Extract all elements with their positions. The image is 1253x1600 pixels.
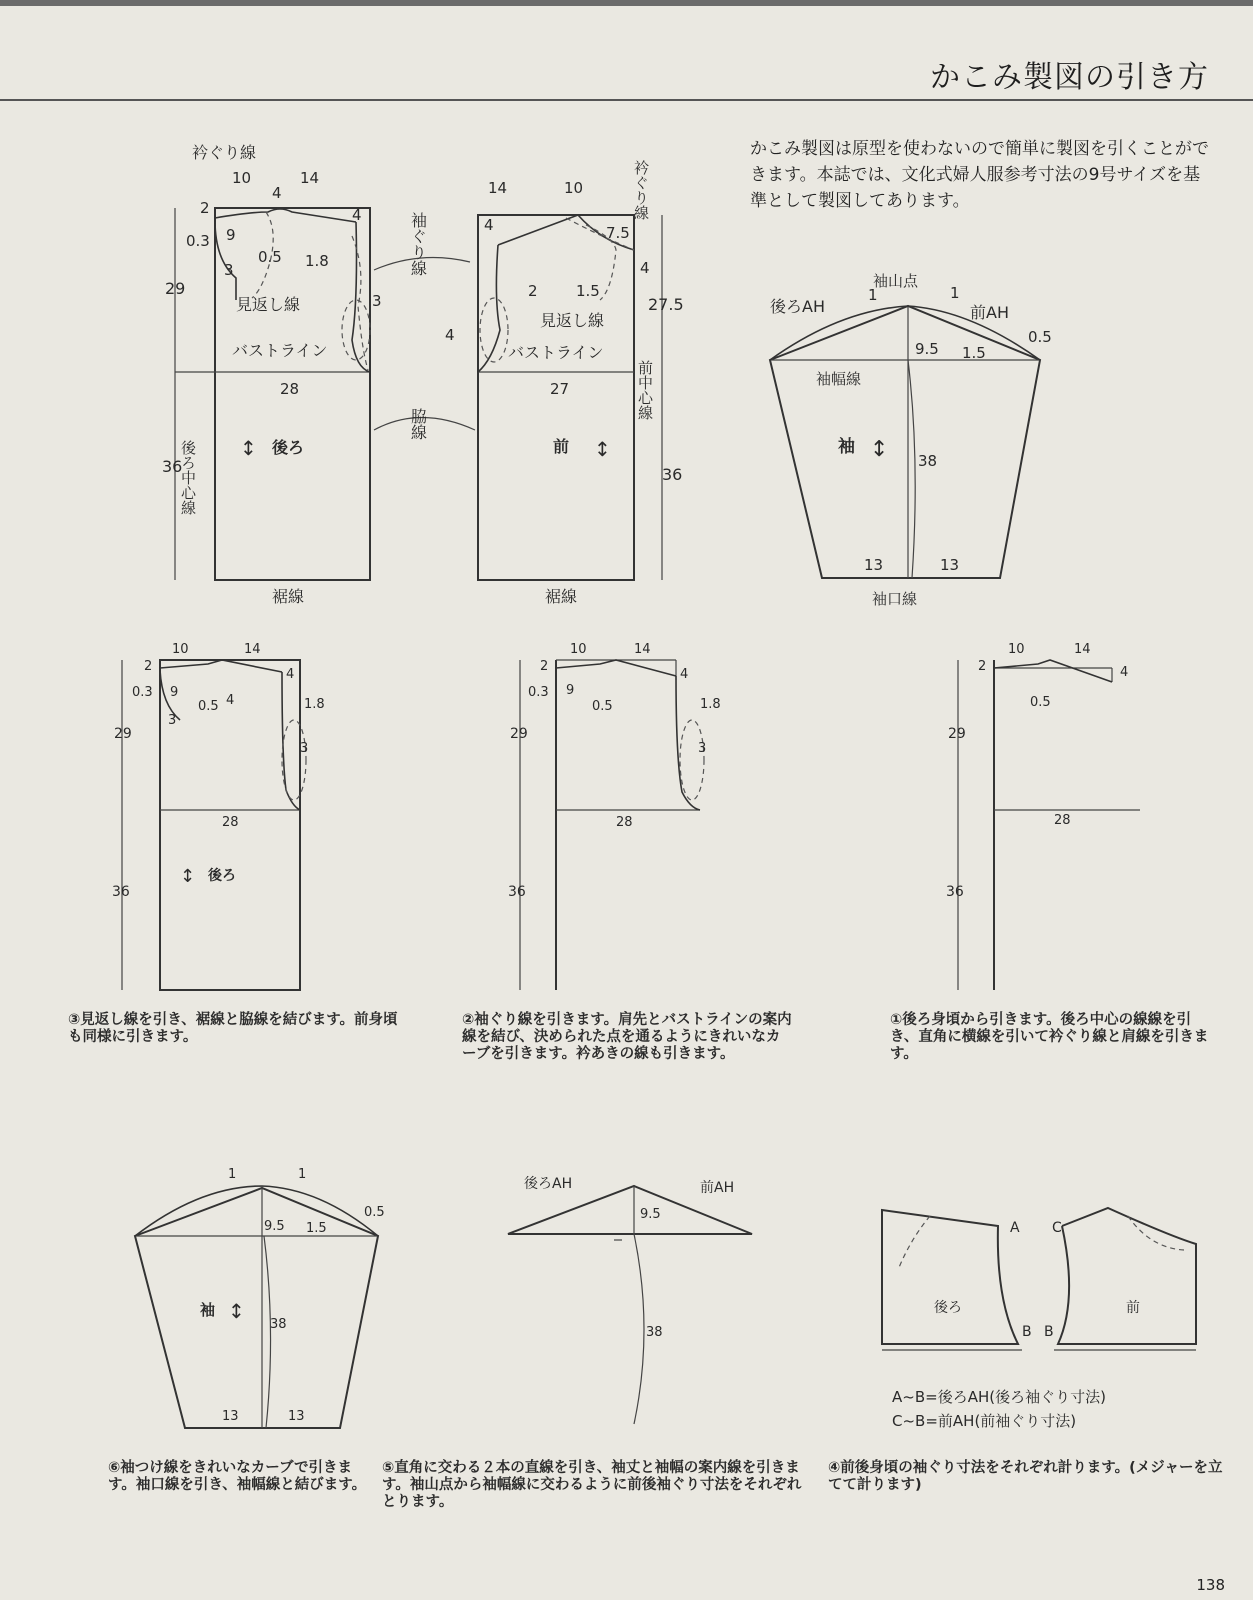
s4-front-label: 前: [1126, 1300, 1140, 1316]
s-dim-1: 1: [868, 286, 878, 304]
s3-dim-2: 2: [144, 659, 153, 674]
s6-grain-arrow: ↕: [228, 1299, 245, 1323]
s1-dim-05: 0.5: [1030, 695, 1051, 710]
f-dim-36: 36: [662, 465, 683, 484]
caption-step3: ③見返し線を引き、裾線と脇線を結びます。前身頃も同様に引きます。: [68, 1012, 398, 1045]
caption-step2: ②袖ぐり線を引きます。肩先とバストラインの案内線を結び、決められた点を通るようにきれいなカーブを引きます。衿あきの線も引きます。: [462, 1012, 792, 1062]
s2-dim-2: 2: [540, 659, 549, 674]
s2-dim-18: 1.8: [700, 697, 721, 712]
s5-front-ah: 前AH: [700, 1180, 735, 1196]
sleeve-width-label: 袖幅線: [816, 370, 862, 388]
s-dim-13b: 13: [940, 556, 960, 574]
f-dim-4: 4: [484, 216, 494, 234]
step1-diagram: [946, 642, 1140, 990]
s6-dim-05: 0.5: [364, 1205, 385, 1220]
s2-dim-29: 29: [510, 726, 528, 742]
s2-dim-14: 14: [634, 642, 651, 657]
s3-dim-05: 0.5: [198, 699, 219, 714]
page-number: 138: [1196, 1576, 1225, 1594]
formula-cb: C~B=前AH(前袖ぐり寸法): [892, 1412, 1077, 1430]
dim-3: 3: [224, 261, 234, 279]
s6-sleeve-label: 袖: [200, 1301, 216, 1319]
dim-05: 0.5: [258, 248, 282, 266]
dim-2: 2: [200, 199, 210, 217]
s-grain-arrow: ↕: [870, 437, 889, 462]
f-grain-arrow: ↕: [594, 437, 611, 461]
s6-dim-15: 1.5: [306, 1221, 327, 1236]
formula-ab: A~B=後ろAH(後ろ袖ぐり寸法): [892, 1388, 1106, 1406]
f-bust-label: バストライン: [508, 343, 604, 362]
intro-text: かこみ製図は原型を使わないので簡単に製図を引くことができます。本誌では、文化式婦人服参考寸法の9号サイズを基準として製図してあります。: [750, 139, 1209, 211]
point-b: B: [1022, 1324, 1032, 1340]
s6-dim-1b: 1: [298, 1167, 307, 1182]
dim-28: 28: [280, 380, 300, 398]
caption-step4: ④前後身頃の袖ぐり寸法をそれぞれ計ります。(メジャーを立てて計ります): [828, 1460, 1223, 1493]
s3-dim-14: 14: [244, 642, 261, 657]
facing-line-label: 見返し線: [236, 295, 301, 314]
s1-dim-14: 14: [1074, 642, 1091, 657]
caption-step6: ⑥袖つけ線をきれいなカーブで引きます。袖口線を引き、袖幅線と結びます。: [108, 1460, 367, 1493]
front-center-label: 前中心線: [636, 360, 654, 420]
step3-diagram: [112, 642, 325, 990]
s3-dim-36: 36: [112, 884, 130, 900]
dim-36: 36: [162, 457, 183, 476]
step4-diagram: [882, 1208, 1196, 1430]
dim-4: 4: [272, 184, 282, 202]
s-dim-95: 9.5: [915, 340, 939, 358]
s3-back-label: 後ろ: [208, 868, 236, 884]
neckline-label: 衿ぐり線: [192, 143, 257, 162]
s-dim-13: 13: [864, 556, 884, 574]
step2-diagram: [508, 642, 721, 990]
s2-dim-03: 0.3: [528, 685, 549, 700]
s4-back-label: 後ろ: [934, 1300, 962, 1316]
s6-dim-1: 1: [228, 1167, 237, 1182]
caption-step1: ①後ろ身頃から引きます。後ろ中心の線線を引き、直角に横線を引いて衿ぐり線と肩線を引きます。: [890, 1012, 1209, 1062]
front-ah-label: 前AH: [970, 303, 1009, 322]
s1-dim-4: 4: [1120, 665, 1129, 680]
s1-dim-28: 28: [1054, 813, 1071, 828]
f-dim-15: 1.5: [576, 282, 600, 300]
f-hem-label: 裾線: [545, 587, 578, 606]
s3-dim-29: 29: [114, 726, 132, 742]
back-center-label: 後ろ中心線: [179, 440, 197, 515]
s3-dim-9: 9: [170, 685, 179, 700]
sleeve-full: [770, 272, 1052, 608]
dim-4b: 4: [352, 206, 362, 224]
dim-10: 10: [232, 169, 252, 187]
s3-dim-3: 3: [168, 713, 177, 728]
s3-dim-4b: 4: [286, 667, 295, 682]
f-dim-4b: 4: [640, 259, 650, 277]
f-dim-10: 10: [564, 179, 584, 197]
s2-dim-36: 36: [508, 884, 526, 900]
sleeve-label: 袖: [838, 437, 855, 457]
step6-diagram: [135, 1167, 385, 1428]
s1-dim-29: 29: [948, 726, 966, 742]
f-dim-75: 7.5: [606, 224, 630, 242]
dim-3b: 3: [372, 292, 382, 310]
back-ah-label: 後ろAH: [770, 297, 825, 316]
s1-dim-36: 36: [946, 884, 964, 900]
s1-dim-2: 2: [978, 659, 987, 674]
dim-18: 1.8: [305, 252, 329, 270]
grain-arrow: ↕: [240, 436, 257, 460]
point-c: C: [1052, 1220, 1062, 1236]
s1-dim-10: 10: [1008, 642, 1025, 657]
s3-grain-arrow: ↕: [180, 866, 196, 887]
s6-dim-38: 38: [270, 1317, 287, 1332]
s5-back-ah: 後ろAH: [524, 1176, 573, 1192]
s6-dim-95: 9.5: [264, 1219, 285, 1234]
s6-dim-13b: 13: [288, 1409, 305, 1424]
cuff-line-label: 袖口線: [872, 590, 918, 608]
dim-03: 0.3: [186, 232, 210, 250]
s-dim-05: 0.5: [1028, 328, 1052, 346]
dim-29: 29: [165, 279, 186, 298]
step5-diagram: [508, 1175, 752, 1424]
s-dim-1b: 1: [950, 284, 960, 302]
s2-dim-05: 0.5: [592, 699, 613, 714]
f-dim-275: 27.5: [648, 295, 684, 314]
dim-14: 14: [300, 169, 320, 187]
front-label: 前: [553, 437, 570, 456]
s5-dim-38: 38: [646, 1325, 663, 1340]
s3-dim-18: 1.8: [304, 697, 325, 712]
f-dim-14: 14: [488, 179, 508, 197]
s3-dim-03: 0.3: [132, 685, 153, 700]
s2-dim-9: 9: [566, 683, 575, 698]
sleeve-cap-label: 袖山点: [873, 272, 919, 290]
f-neckline-label: 衿ぐり線: [632, 160, 650, 220]
back-label: 後ろ: [272, 438, 305, 457]
point-b-front: B: [1044, 1324, 1054, 1340]
s2-dim-3: 3: [698, 741, 707, 756]
point-a: A: [1010, 1220, 1020, 1236]
f-dim-27: 27: [550, 380, 570, 398]
s-dim-38: 38: [918, 452, 938, 470]
s-dim-15: 1.5: [962, 344, 986, 362]
s5-dim-95: 9.5: [640, 1207, 661, 1222]
dim-9: 9: [226, 226, 236, 244]
s6-dim-13: 13: [222, 1409, 239, 1424]
page-title: かこみ製図の引き方: [930, 60, 1209, 95]
bust-line-label: バストライン: [232, 341, 328, 360]
s2-dim-4: 4: [680, 667, 689, 682]
f-facing-label: 見返し線: [540, 311, 605, 330]
front-bodice-full: [445, 160, 684, 606]
f-dim-2: 2: [528, 282, 538, 300]
armhole-label: 袖ぐり線: [408, 212, 428, 276]
s2-dim-28: 28: [616, 815, 633, 830]
s3-dim-3b: 3: [300, 741, 309, 756]
s3-dim-4: 4: [226, 693, 235, 708]
s3-dim-28: 28: [222, 815, 239, 830]
side-seam-label: 脇線: [408, 408, 428, 440]
f-dim-4c: 4: [445, 326, 455, 344]
s2-dim-10: 10: [570, 642, 587, 657]
s3-dim-10: 10: [172, 642, 189, 657]
hem-label: 裾線: [272, 587, 305, 606]
back-bodice-full: [162, 143, 475, 606]
caption-step5: ⑤直角に交わる２本の直線を引き、袖丈と袖幅の案内線を引きます。袖山点から袖幅線に交わるように前後袖ぐり寸法をそれぞれとります。: [382, 1460, 802, 1510]
